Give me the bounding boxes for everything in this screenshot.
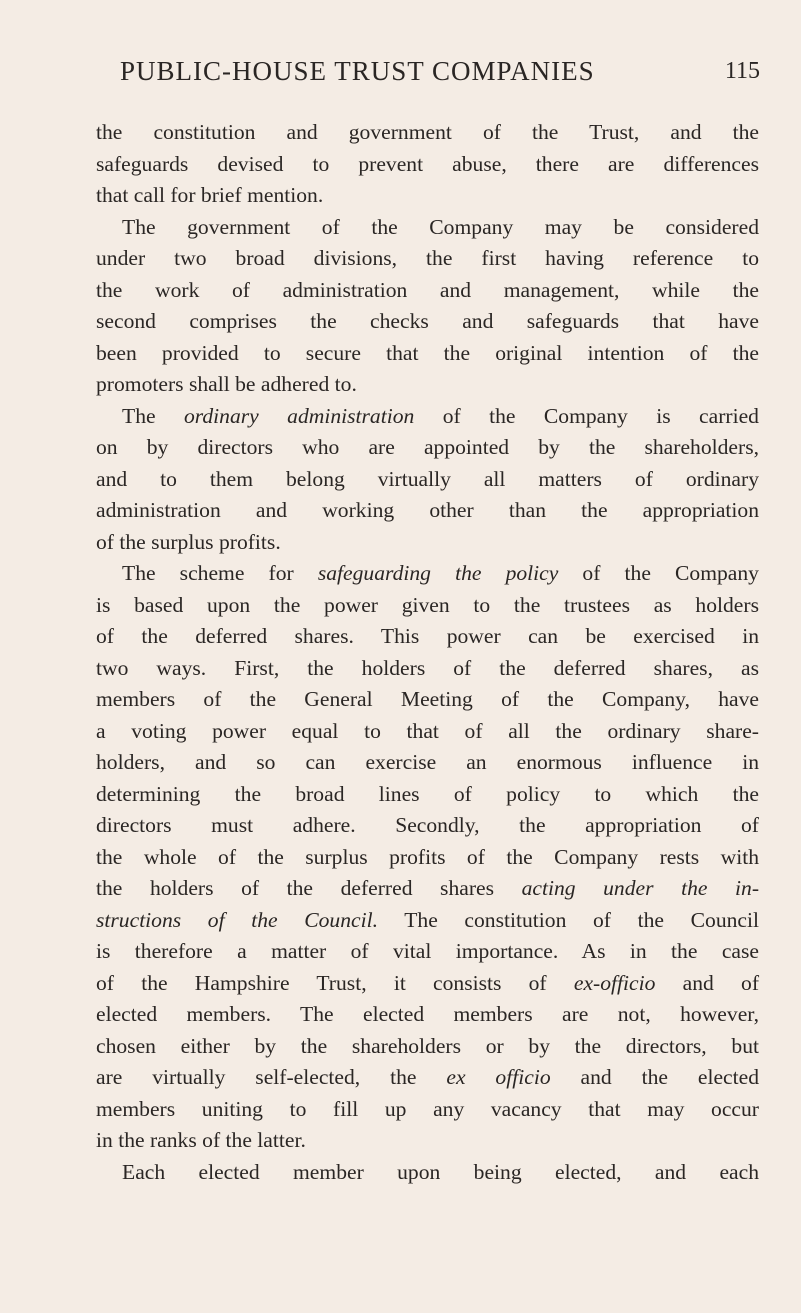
text-span: are virtually self-elected, the [96,1065,447,1089]
text-line [96,968,759,1000]
text-line [96,558,759,590]
page-number: 115 [724,58,760,84]
text-span: The [122,403,184,428]
text-line: chosen either by the shareholders or by the directors, but [96,1033,759,1058]
text-line: of the deferred shares. This power can be exercised in [96,624,759,648]
text-span: The scheme for [122,561,318,585]
text-line: members uniting to fill up any vacancy that may occur [96,1096,759,1121]
text-line: on by directors who are appointed by the shareholders, [96,435,759,459]
text-span: and the elected [550,1065,759,1089]
text-line: the work of administration and management, while the [96,277,759,302]
italic-phrase: ex-officio [573,970,656,995]
text-line: of the surplus profits. [96,529,281,554]
running-title: PUBLIC-HOUSE TRUST COMPANIES [120,56,595,86]
italic-phrase: ex officio [446,1065,551,1089]
text-span: The constitution of the Council [378,907,759,932]
text-line: elected members. The elected members are not, however, [96,1002,759,1026]
italic-phrase: safeguarding the policy [317,561,559,585]
text-span: of the Company [558,561,759,585]
text-line: The government of the Company may be considered [122,214,759,239]
italic-phrase: structions of the Council. [96,907,378,932]
text-line: promoters shall be adhered to. [96,372,357,396]
text-line: directors must adhere. Secondly, the appropriation of [96,813,759,837]
italic-phrase: ordinary administration [183,403,415,428]
text-line [96,905,759,937]
text-line: in the ranks of the latter. [96,1128,306,1152]
text-line: the whole of the surplus profits of the Company rests with [96,844,759,869]
text-line: and to them belong virtually all matters of ordinary [96,466,759,491]
body-text [96,117,759,1188]
text-line: second comprises the checks and safeguards that have [96,309,759,333]
text-line: determining the broad lines of policy to which the [96,781,759,806]
text-line: is therefore a matter of vital importance. As in the case [96,939,759,963]
text-line: the constitution and government of the Trust, and the [96,120,759,144]
text-line: under two broad divisions, the first having reference to [96,246,759,270]
text-span: of the Company is carried [414,403,759,428]
text-line: safeguards devised to prevent abuse, there are differences [96,151,759,176]
text-line: holders, and so can exercise an enormous influence in [96,750,759,774]
text-line: been provided to secure that the original intention of the [96,340,759,365]
italic-phrase: acting under the in- [521,876,760,900]
running-head [120,56,760,96]
text-line: administration and working other than the appropriation [96,498,759,522]
text-line [96,401,759,433]
text-span: and of [655,970,760,995]
text-line: a voting power equal to that of all the ordinary share- [96,718,759,743]
text-line: two ways. First, the holders of the deferred shares, as [96,655,759,680]
text-span: the holders of the deferred shares [96,876,522,900]
text-line [96,873,759,905]
text-line: is based upon the power given to the trustees as holders [96,592,759,617]
text-span: of the Hampshire Trust, it consists of [96,970,574,995]
text-line [96,1062,759,1094]
text-line: that call for brief mention. [96,183,324,207]
text-line: members of the General Meeting of the Company, have [96,687,759,711]
text-line: Each elected member upon being elected, and each [122,1159,759,1184]
